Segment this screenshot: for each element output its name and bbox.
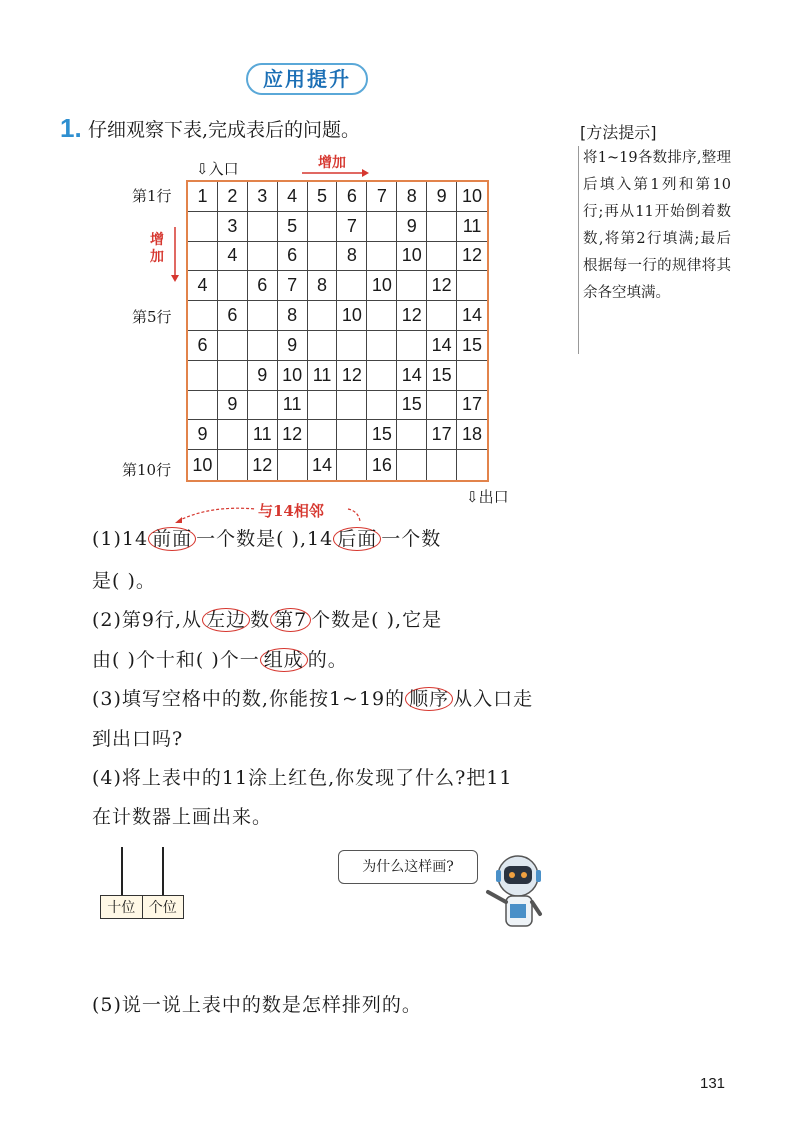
table-cell: 12 (278, 420, 308, 450)
sub2-circled-left: 左边 (202, 608, 250, 632)
table-cell (367, 212, 397, 242)
table-cell (457, 271, 487, 301)
table-cell: 7 (367, 182, 397, 212)
tip-divider (578, 146, 579, 354)
table-cell: 11 (308, 361, 338, 391)
table-cell (457, 450, 487, 480)
table-cell: 2 (218, 182, 248, 212)
table-cell: 4 (278, 182, 308, 212)
table-cell: 15 (427, 361, 457, 391)
table-cell: 9 (397, 212, 427, 242)
robot-speech-bubble: 为什么这样画? (338, 850, 478, 884)
table-cell (278, 450, 308, 480)
table-cell (308, 242, 338, 272)
table-cell: 8 (337, 242, 367, 272)
table-cell: 17 (427, 420, 457, 450)
table-cell: 8 (397, 182, 427, 212)
table-cell: 6 (188, 331, 218, 361)
sub1-circled-front: 前面 (148, 527, 196, 551)
table-cell: 12 (337, 361, 367, 391)
table-cell: 9 (188, 420, 218, 450)
table-cell: 15 (457, 331, 487, 361)
sub3-text-a: (3)填写空格中的数,你能按1~19的 (92, 688, 406, 710)
table-cell (337, 420, 367, 450)
row-label-5: 第5行 (132, 308, 172, 326)
sub2-text-e: 的。 (307, 649, 348, 671)
table-cell (337, 271, 367, 301)
table-cell (367, 361, 397, 391)
table-cell (427, 242, 457, 272)
table-cell: 3 (218, 212, 248, 242)
table-cell: 15 (397, 391, 427, 421)
table-cell: 14 (308, 450, 338, 480)
question-number: 1. (60, 113, 82, 143)
table-cell: 9 (248, 361, 278, 391)
sub1-text-c: 一个数 (381, 528, 442, 550)
table-cell (188, 391, 218, 421)
table-cell: 6 (248, 271, 278, 301)
table-cell: 6 (278, 242, 308, 272)
table-cell (457, 361, 487, 391)
sub2-text-c: 个数是( ),它是 (311, 609, 443, 631)
table-cell: 9 (427, 182, 457, 212)
sub3-circled-order: 顺序 (405, 687, 453, 711)
table-cell (308, 301, 338, 331)
table-cell: 8 (278, 301, 308, 331)
table-cell (308, 331, 338, 361)
abacus-ones-label: 个位 (142, 896, 184, 918)
table-cell (218, 331, 248, 361)
table-cell: 10 (188, 450, 218, 480)
table-cell: 12 (457, 242, 487, 272)
table-cell (308, 420, 338, 450)
table-cell (218, 271, 248, 301)
table-cell: 9 (278, 331, 308, 361)
table-cell (218, 361, 248, 391)
abacus-rod-tens (121, 847, 123, 895)
abacus-tens-label: 十位 (101, 896, 142, 918)
increase-vertical-label: 增加 (150, 232, 164, 265)
table-cell: 10 (337, 301, 367, 331)
table-cell (248, 391, 278, 421)
table-cell: 11 (278, 391, 308, 421)
table-cell: 1 (188, 182, 218, 212)
table-cell (397, 331, 427, 361)
table-cell (248, 242, 278, 272)
row-label-10: 第10行 (122, 461, 172, 479)
increase-horizontal-arrow (300, 168, 370, 178)
sub1-circled-back: 后面 (333, 527, 381, 551)
table-cell (427, 212, 457, 242)
table-cell: 12 (248, 450, 278, 480)
table-cell (248, 331, 278, 361)
sub3-text-b: 从入口走 (453, 688, 534, 710)
table-cell: 5 (308, 182, 338, 212)
number-table (186, 180, 489, 482)
table-cell (337, 331, 367, 361)
table-cell (188, 361, 218, 391)
abacus-base (100, 895, 184, 919)
table-cell: 8 (308, 271, 338, 301)
sub2-text-a: (2)第9行,从 (92, 609, 203, 631)
table-cell: 7 (337, 212, 367, 242)
table-cell: 10 (367, 271, 397, 301)
table-cell: 17 (457, 391, 487, 421)
table-cell (367, 331, 397, 361)
increase-vertical-arrow (170, 225, 180, 283)
sub2-circled-compose: 组成 (260, 648, 308, 672)
table-cell (427, 450, 457, 480)
sub2-circled-seventh: 第7 (270, 608, 311, 632)
table-cell (427, 391, 457, 421)
table-cell: 6 (218, 301, 248, 331)
sub-question-3-line1 (92, 684, 533, 711)
table-cell: 12 (427, 271, 457, 301)
sub-question-4-line1: (4)将上表中的11涂上红色,你发现了什么?把11 (92, 767, 513, 789)
sub-question-5: (5)说一说上表中的数是怎样排列的。 (92, 994, 422, 1016)
table-cell: 6 (337, 182, 367, 212)
sub2-text-b: 数 (250, 609, 271, 631)
table-cell (397, 271, 427, 301)
table-cell (218, 420, 248, 450)
increase-horizontal-label: 增加 (318, 155, 346, 171)
table-cell (188, 212, 218, 242)
table-cell: 5 (278, 212, 308, 242)
table-cell (248, 212, 278, 242)
sub2-text-d: 由( )个十和( )个一 (92, 649, 260, 671)
row-label-1: 第1行 (132, 187, 172, 205)
table-cell: 4 (188, 271, 218, 301)
sub1-text-a: (1)14 (92, 528, 149, 550)
sub-question-2-line2 (92, 645, 348, 672)
table-cell: 15 (367, 420, 397, 450)
table-cell (218, 450, 248, 480)
table-cell: 14 (427, 331, 457, 361)
table-cell (248, 301, 278, 331)
page-number: 131 (700, 1075, 726, 1092)
sub-question-2-line1 (92, 605, 442, 632)
table-cell (367, 242, 397, 272)
table-cell (367, 391, 397, 421)
table-cell (308, 212, 338, 242)
tip-body: 将1~19各数排序,整理后填入第1列和第10行;再从11开始倒着数数,将第2行填满;最后根据每一行的规律将其余各空填满。 (583, 150, 731, 301)
table-cell (337, 391, 367, 421)
table-cell: 3 (248, 182, 278, 212)
exit-label: ⇩出口 (466, 488, 509, 506)
table-cell: 11 (248, 420, 278, 450)
table-cell: 9 (218, 391, 248, 421)
table-cell: 7 (278, 271, 308, 301)
table-cell: 10 (397, 242, 427, 272)
table-cell: 14 (397, 361, 427, 391)
sub1-text-b: 一个数是( ),14 (196, 528, 334, 550)
table-cell: 12 (397, 301, 427, 331)
adjacent-note: 与14相邻 (258, 502, 324, 520)
sub-question-1-line1 (92, 524, 441, 551)
table-cell: 16 (367, 450, 397, 480)
table-cell (397, 450, 427, 480)
section-title-badge: 应用提升 (246, 63, 368, 95)
table-cell (308, 391, 338, 421)
table-cell: 11 (457, 212, 487, 242)
table-cell: 10 (278, 361, 308, 391)
table-cell: 18 (457, 420, 487, 450)
table-cell (397, 420, 427, 450)
table-cell: 10 (457, 182, 487, 212)
question-title: 仔细观察下表,完成表后的问题。 (88, 119, 361, 141)
entrance-label: ⇩入口 (196, 160, 239, 178)
robot-icon (476, 852, 556, 932)
abacus-rod-ones (162, 847, 164, 895)
table-cell: 14 (457, 301, 487, 331)
table-cell (188, 301, 218, 331)
table-cell: 4 (218, 242, 248, 272)
table-cell (337, 450, 367, 480)
sub-question-4-line2: 在计数器上画出来。 (92, 806, 273, 828)
tip-heading: [方法提示] (580, 123, 657, 142)
sub-question-1-line2: 是( )。 (92, 570, 156, 592)
sub-question-3-line2: 到出口吗? (92, 728, 184, 750)
table-cell (367, 301, 397, 331)
table-cell (427, 301, 457, 331)
table-cell (188, 242, 218, 272)
